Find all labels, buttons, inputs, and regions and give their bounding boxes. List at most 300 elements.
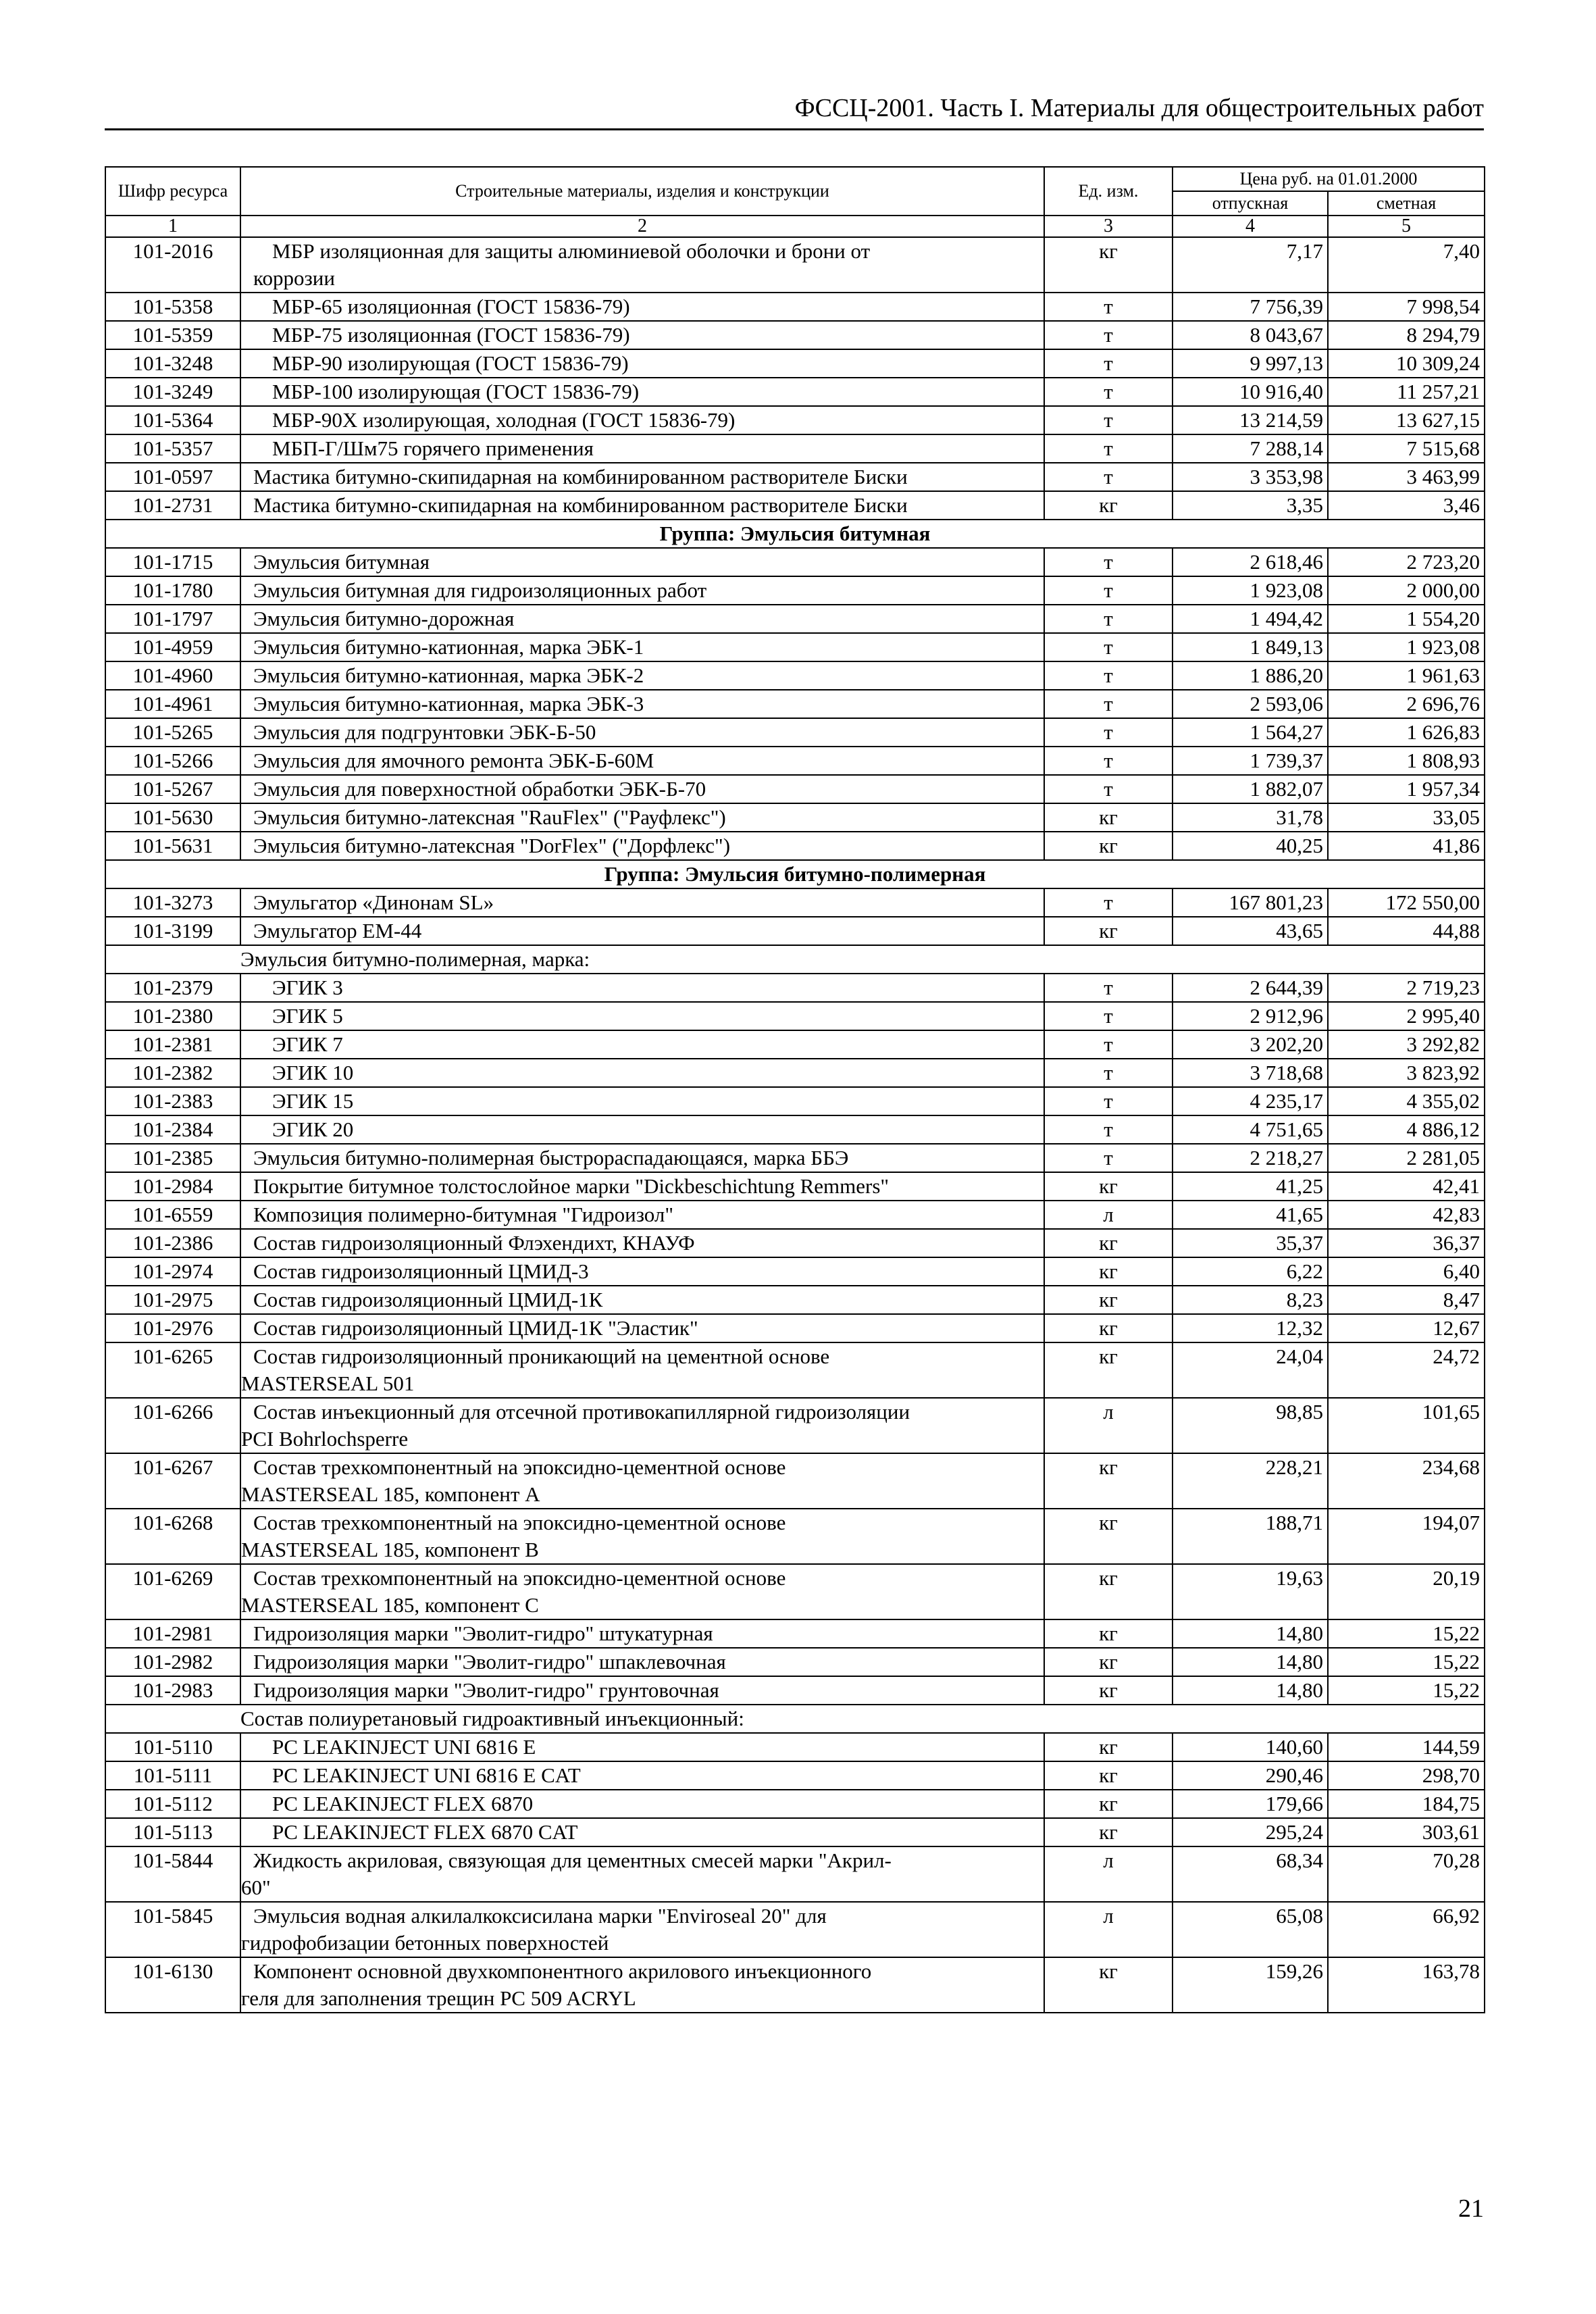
unit-of-measure: т	[1044, 690, 1173, 718]
subheading-title	[240, 945, 1485, 974]
unit-of-measure: т	[1044, 605, 1173, 633]
material-name-line: Мастика битумно-скипидарная на комбинированном растворителе Биски	[253, 493, 908, 517]
resource-code: 101-2383	[105, 1087, 240, 1115]
material-name-line: Эмульсия битумно-полимерная быстрораспадающаяся, марка ББЭ	[253, 1146, 849, 1169]
unit-of-measure: т	[1044, 548, 1173, 576]
resource-code: 101-5265	[105, 718, 240, 747]
resource-code: 101-6265	[105, 1342, 240, 1398]
table-row	[105, 1172, 1485, 1201]
wholesale-price: 24,04	[1173, 1342, 1328, 1398]
resource-code: 101-5111	[105, 1761, 240, 1790]
unit-of-measure: кг	[1044, 1818, 1173, 1846]
estimate-price: 303,61	[1328, 1818, 1485, 1846]
material-name	[240, 1846, 1044, 1902]
col-header-code: Шифр ресурса	[105, 167, 240, 216]
col-number-1: 1	[105, 216, 240, 237]
material-name-line: Состав гидроизоляционный ЦМИД-1К "Эластик"	[253, 1316, 698, 1340]
material-name	[240, 917, 1044, 945]
wholesale-price: 8 043,67	[1173, 321, 1328, 349]
wholesale-price: 14,80	[1173, 1648, 1328, 1676]
table-row	[105, 1902, 1485, 1957]
material-name-line: ЭГИК 5	[272, 1004, 343, 1028]
wholesale-price: 1 739,37	[1173, 747, 1328, 775]
unit-of-measure: т	[1044, 1115, 1173, 1144]
wholesale-price: 2 912,96	[1173, 1002, 1328, 1030]
wholesale-price: 4 751,65	[1173, 1115, 1328, 1144]
estimate-price: 234,68	[1328, 1453, 1485, 1509]
material-name-line: Эмульгатор ЕМ-44	[253, 919, 422, 942]
table-row	[105, 1144, 1485, 1172]
resource-code: 101-6268	[105, 1509, 240, 1564]
unit-of-measure: кг	[1044, 803, 1173, 832]
wholesale-price: 41,25	[1173, 1172, 1328, 1201]
wholesale-price: 14,80	[1173, 1676, 1328, 1705]
resource-code: 101-2731	[105, 491, 240, 520]
material-name	[240, 1342, 1044, 1398]
estimate-price: 7,40	[1328, 237, 1485, 293]
wholesale-price: 295,24	[1173, 1818, 1328, 1846]
material-name	[240, 1733, 1044, 1761]
material-name-line: Жидкость акриловая, связующая для цементных смесей марки "Акрил-	[253, 1848, 892, 1872]
table-row	[105, 1115, 1485, 1144]
table-row	[105, 406, 1485, 434]
estimate-price: 42,41	[1328, 1172, 1485, 1201]
material-name-continuation: MASTERSEAL 185, компонент В	[241, 1538, 539, 1561]
unit-of-measure: т	[1044, 406, 1173, 434]
material-name	[240, 803, 1044, 832]
estimate-price: 1 554,20	[1328, 605, 1485, 633]
unit-of-measure: т	[1044, 888, 1173, 917]
col-number-4: 4	[1173, 216, 1328, 237]
table-row	[105, 1790, 1485, 1818]
wholesale-price: 43,65	[1173, 917, 1328, 945]
estimate-price: 44,88	[1328, 917, 1485, 945]
material-name	[240, 832, 1044, 860]
table-row	[105, 747, 1485, 775]
subheading-text: Эмульсия битумно-полимерная, марка:	[240, 947, 590, 971]
table-row	[105, 1564, 1485, 1619]
table-row	[105, 576, 1485, 605]
wholesale-price: 41,65	[1173, 1201, 1328, 1229]
resource-code: 101-3199	[105, 917, 240, 945]
material-name	[240, 633, 1044, 661]
material-name-line: МБР-90 изолирующая (ГОСТ 15836-79)	[272, 351, 629, 375]
material-name	[240, 1286, 1044, 1314]
wholesale-price: 140,60	[1173, 1733, 1328, 1761]
estimate-price: 8,47	[1328, 1286, 1485, 1314]
unit-of-measure: кг	[1044, 1648, 1173, 1676]
wholesale-price: 7 756,39	[1173, 293, 1328, 321]
resource-code: 101-2981	[105, 1619, 240, 1648]
resource-code: 101-6130	[105, 1957, 240, 2013]
material-name	[240, 1398, 1044, 1453]
unit-of-measure: т	[1044, 1087, 1173, 1115]
resource-code: 101-2381	[105, 1030, 240, 1059]
material-name-continuation: PCI Bohrlochsperre	[241, 1427, 409, 1451]
material-name-line: Состав гидроизоляционный ЦМИД-1К	[253, 1288, 603, 1311]
material-name	[240, 661, 1044, 690]
resource-code: 101-0597	[105, 463, 240, 491]
estimate-price: 7 515,68	[1328, 434, 1485, 463]
unit-of-measure: кг	[1044, 832, 1173, 860]
group-header-row	[105, 520, 1485, 548]
unit-of-measure: т	[1044, 1059, 1173, 1087]
unit-of-measure: т	[1044, 1030, 1173, 1059]
resource-code: 101-5630	[105, 803, 240, 832]
table-row	[105, 888, 1485, 917]
material-name-line: Эмульсия битумная для гидроизоляционных работ	[253, 578, 707, 602]
table-row	[105, 1453, 1485, 1509]
resource-code: 101-5113	[105, 1818, 240, 1846]
material-name-line: Состав трехкомпонентный на эпоксидно-цементной основе	[253, 1511, 786, 1534]
table-row	[105, 775, 1485, 803]
material-name-line: Состав гидроизоляционный Флэхендихт, КНАУФ	[253, 1231, 695, 1255]
material-name	[240, 1564, 1044, 1619]
group-title: Группа: Эмульсия битумно-полимерная	[105, 860, 1485, 888]
material-name	[240, 463, 1044, 491]
wholesale-price: 6,22	[1173, 1257, 1328, 1286]
material-name	[240, 548, 1044, 576]
unit-of-measure: л	[1044, 1201, 1173, 1229]
material-name-line: МБР изоляционная для защиты алюминиевой оболочки и брони от	[272, 239, 871, 263]
estimate-price: 101,65	[1328, 1398, 1485, 1453]
table-row	[105, 690, 1485, 718]
material-name-line: Состав трехкомпонентный на эпоксидно-цементной основе	[253, 1455, 786, 1479]
wholesale-price: 7 288,14	[1173, 434, 1328, 463]
unit-of-measure: т	[1044, 321, 1173, 349]
table-row	[105, 1509, 1485, 1564]
material-name-line: Эмульсия битумно-катионная, марка ЭБК-2	[253, 663, 644, 687]
table-row	[105, 832, 1485, 860]
col-header-name: Строительные материалы, изделия и конструкции	[240, 167, 1044, 216]
table-row	[105, 803, 1485, 832]
resource-code: 101-5364	[105, 406, 240, 434]
unit-of-measure: т	[1044, 1002, 1173, 1030]
estimate-price: 1 961,63	[1328, 661, 1485, 690]
wholesale-price: 4 235,17	[1173, 1087, 1328, 1115]
table-row	[105, 1342, 1485, 1398]
wholesale-price: 3 202,20	[1173, 1030, 1328, 1059]
material-name	[240, 1002, 1044, 1030]
material-name-continuation: коррозии	[253, 266, 335, 290]
resource-code: 101-1715	[105, 548, 240, 576]
material-name	[240, 1257, 1044, 1286]
material-name-line: МБР-75 изоляционная (ГОСТ 15836-79)	[272, 323, 630, 347]
table-row	[105, 1229, 1485, 1257]
material-name	[240, 718, 1044, 747]
table-row	[105, 1087, 1485, 1115]
unit-of-measure: кг	[1044, 1342, 1173, 1398]
material-name-line: Эмульсия водная алкилалкоксисилана марки "Enviroseal 20" для	[253, 1904, 827, 1928]
table-row	[105, 321, 1485, 349]
material-name	[240, 974, 1044, 1002]
col-number-5: 5	[1328, 216, 1485, 237]
material-name-line: ЭГИК 3	[272, 976, 343, 999]
material-name	[240, 1648, 1044, 1676]
material-name-line: PC LEAKINJECT UNI 6816 E	[272, 1735, 536, 1759]
unit-of-measure: т	[1044, 1144, 1173, 1172]
unit-of-measure: кг	[1044, 1790, 1173, 1818]
resource-code: 101-2975	[105, 1286, 240, 1314]
material-name-line: Компонент основной двухкомпонентного акрилового инъекционного	[253, 1959, 872, 1983]
table-row	[105, 1201, 1485, 1229]
table-row	[105, 1314, 1485, 1342]
resource-code: 101-5357	[105, 434, 240, 463]
material-name-line: МБР-100 изолирующая (ГОСТ 15836-79)	[272, 380, 640, 403]
wholesale-price: 68,34	[1173, 1846, 1328, 1902]
group-title: Группа: Эмульсия битумная	[105, 520, 1485, 548]
material-name-continuation: 60"	[241, 1876, 271, 1899]
wholesale-price: 1 886,20	[1173, 661, 1328, 690]
material-name	[240, 321, 1044, 349]
estimate-price: 3 463,99	[1328, 463, 1485, 491]
material-name-line: Эмульсия битумно-латексная "DorFlex" ("Дорфлекс")	[253, 834, 731, 857]
table-row	[105, 1030, 1485, 1059]
resource-code: 101-1797	[105, 605, 240, 633]
wholesale-price: 1 882,07	[1173, 775, 1328, 803]
unit-of-measure: т	[1044, 293, 1173, 321]
unit-of-measure: кг	[1044, 1733, 1173, 1761]
material-name-line: МБП-Г/Шм75 горячего применения	[272, 436, 594, 460]
material-name-line: МБР-90Х изолирующая, холодная (ГОСТ 15836-79)	[272, 408, 736, 432]
resource-code: 101-2384	[105, 1115, 240, 1144]
estimate-price: 2 000,00	[1328, 576, 1485, 605]
wholesale-price: 290,46	[1173, 1761, 1328, 1790]
unit-of-measure: т	[1044, 775, 1173, 803]
resource-code: 101-2982	[105, 1648, 240, 1676]
material-name-line: Мастика битумно-скипидарная на комбинированном растворителе Биски	[253, 465, 908, 488]
wholesale-price: 3 718,68	[1173, 1059, 1328, 1087]
table-row	[105, 434, 1485, 463]
material-name	[240, 1509, 1044, 1564]
resource-code: 101-2016	[105, 237, 240, 293]
table-row	[105, 293, 1485, 321]
resource-code: 101-1780	[105, 576, 240, 605]
estimate-price: 184,75	[1328, 1790, 1485, 1818]
table-row	[105, 1648, 1485, 1676]
wholesale-price: 2 618,46	[1173, 548, 1328, 576]
material-name	[240, 1957, 1044, 2013]
subheading-spacer	[105, 1705, 240, 1733]
resource-code: 101-3249	[105, 378, 240, 406]
material-name	[240, 576, 1044, 605]
material-name	[240, 1087, 1044, 1115]
material-name	[240, 747, 1044, 775]
estimate-price: 298,70	[1328, 1761, 1485, 1790]
table-row	[105, 1619, 1485, 1648]
resource-code: 101-5631	[105, 832, 240, 860]
material-name	[240, 1818, 1044, 1846]
estimate-price: 2 723,20	[1328, 548, 1485, 576]
wholesale-price: 8,23	[1173, 1286, 1328, 1314]
wholesale-price: 1 494,42	[1173, 605, 1328, 633]
material-name	[240, 293, 1044, 321]
material-name-continuation: MASTERSEAL 501	[241, 1372, 415, 1395]
material-name-line: ЭГИК 10	[272, 1061, 354, 1084]
estimate-price: 12,67	[1328, 1314, 1485, 1342]
table-row	[105, 605, 1485, 633]
wholesale-price: 3,35	[1173, 491, 1328, 520]
estimate-price: 3,46	[1328, 491, 1485, 520]
material-name-line: Эмульсия для подгрунтовки ЭБК-Б-50	[253, 720, 596, 744]
estimate-price: 11 257,21	[1328, 378, 1485, 406]
price-table-header	[105, 167, 1485, 237]
material-name-line: Эмульсия битумно-катионная, марка ЭБК-3	[253, 692, 644, 715]
table-row	[105, 1059, 1485, 1087]
table-row	[105, 463, 1485, 491]
wholesale-price: 98,85	[1173, 1398, 1328, 1453]
material-name	[240, 434, 1044, 463]
wholesale-price: 167 801,23	[1173, 888, 1328, 917]
unit-of-measure: т	[1044, 718, 1173, 747]
price-table	[105, 166, 1485, 2013]
resource-code: 101-2386	[105, 1229, 240, 1257]
unit-of-measure: кг	[1044, 1257, 1173, 1286]
material-name-line: Состав гидроизоляционный проникающий на цементной основе	[253, 1344, 830, 1368]
estimate-price: 4 355,02	[1328, 1087, 1485, 1115]
wholesale-price: 2 218,27	[1173, 1144, 1328, 1172]
unit-of-measure: кг	[1044, 1957, 1173, 2013]
material-name-continuation: MASTERSEAL 185, компонент С	[241, 1593, 539, 1617]
material-name-line: PC LEAKINJECT UNI 6816 E CAT	[272, 1763, 581, 1787]
estimate-price: 194,07	[1328, 1509, 1485, 1564]
col-header-estimate: сметная	[1328, 191, 1485, 216]
table-row	[105, 1257, 1485, 1286]
estimate-price: 7 998,54	[1328, 293, 1485, 321]
resource-code: 101-2983	[105, 1676, 240, 1705]
material-name-line: Покрытие битумное толстослойное марки "Dickbeschichtung Remmers"	[253, 1174, 890, 1198]
table-row	[105, 378, 1485, 406]
subheading-row	[105, 945, 1485, 974]
resource-code: 101-5844	[105, 1846, 240, 1902]
unit-of-measure: л	[1044, 1398, 1173, 1453]
resource-code: 101-5110	[105, 1733, 240, 1761]
estimate-price: 144,59	[1328, 1733, 1485, 1761]
resource-code: 101-2976	[105, 1314, 240, 1342]
wholesale-price: 65,08	[1173, 1902, 1328, 1957]
material-name-line: Эмульсия битумная	[253, 550, 430, 574]
unit-of-measure: л	[1044, 1846, 1173, 1902]
unit-of-measure: кг	[1044, 1453, 1173, 1509]
material-name-line: PC LEAKINJECT FLEX 6870	[272, 1792, 534, 1815]
resource-code: 101-6266	[105, 1398, 240, 1453]
resource-code: 101-2382	[105, 1059, 240, 1087]
page-number: 21	[1458, 2194, 1484, 2223]
material-name-continuation: MASTERSEAL 185, компонент А	[241, 1482, 540, 1506]
material-name	[240, 1229, 1044, 1257]
resource-code: 101-5359	[105, 321, 240, 349]
material-name-line: ЭГИК 7	[272, 1032, 343, 1056]
estimate-price: 2 719,23	[1328, 974, 1485, 1002]
estimate-price: 2 281,05	[1328, 1144, 1485, 1172]
material-name	[240, 775, 1044, 803]
table-row	[105, 1818, 1485, 1846]
resource-code: 101-4961	[105, 690, 240, 718]
material-name-line: ЭГИК 20	[272, 1117, 354, 1141]
wholesale-price: 9 997,13	[1173, 349, 1328, 378]
material-name	[240, 237, 1044, 293]
table-row	[105, 548, 1485, 576]
resource-code: 101-2379	[105, 974, 240, 1002]
material-name	[240, 406, 1044, 434]
wholesale-price: 19,63	[1173, 1564, 1328, 1619]
table-row	[105, 349, 1485, 378]
unit-of-measure: кг	[1044, 1314, 1173, 1342]
unit-of-measure: кг	[1044, 1229, 1173, 1257]
resource-code: 101-5266	[105, 747, 240, 775]
wholesale-price: 40,25	[1173, 832, 1328, 860]
table-row	[105, 1957, 1485, 2013]
material-name	[240, 1059, 1044, 1087]
wholesale-price: 228,21	[1173, 1453, 1328, 1509]
resource-code: 101-4959	[105, 633, 240, 661]
unit-of-measure: т	[1044, 349, 1173, 378]
estimate-price: 15,22	[1328, 1676, 1485, 1705]
estimate-price: 2 995,40	[1328, 1002, 1485, 1030]
resource-code: 101-2984	[105, 1172, 240, 1201]
wholesale-price: 12,32	[1173, 1314, 1328, 1342]
unit-of-measure: кг	[1044, 1509, 1173, 1564]
table-row	[105, 237, 1485, 293]
material-name	[240, 1902, 1044, 1957]
table-row	[105, 974, 1485, 1002]
material-name	[240, 491, 1044, 520]
material-name-continuation: гидрофобизации бетонных поверхностей	[241, 1931, 609, 1955]
table-row	[105, 1846, 1485, 1902]
material-name-line: Гидроизоляция марки "Эволит-гидро" шпаклевочная	[253, 1650, 726, 1674]
subheading-text: Состав полиуретановый гидроактивный инъекционный:	[240, 1707, 744, 1730]
material-name-line: Состав трехкомпонентный на эпоксидно-цементной основе	[253, 1566, 786, 1590]
material-name-line: PC LEAKINJECT FLEX 6870 CAT	[272, 1820, 578, 1844]
material-name	[240, 1676, 1044, 1705]
estimate-price: 8 294,79	[1328, 321, 1485, 349]
estimate-price: 1 957,34	[1328, 775, 1485, 803]
estimate-price: 70,28	[1328, 1846, 1485, 1902]
unit-of-measure: т	[1044, 747, 1173, 775]
resource-code: 101-4960	[105, 661, 240, 690]
table-row	[105, 1398, 1485, 1453]
resource-code: 101-3273	[105, 888, 240, 917]
wholesale-price: 2 644,39	[1173, 974, 1328, 1002]
wholesale-price: 1 923,08	[1173, 576, 1328, 605]
resource-code: 101-3248	[105, 349, 240, 378]
wholesale-price: 13 214,59	[1173, 406, 1328, 434]
estimate-price: 4 886,12	[1328, 1115, 1485, 1144]
col-header-wholesale: отпускная	[1173, 191, 1328, 216]
col-number-3: 3	[1044, 216, 1173, 237]
table-row	[105, 661, 1485, 690]
material-name-line: Эмульгатор «Динонам SL»	[253, 890, 494, 914]
estimate-price: 36,37	[1328, 1229, 1485, 1257]
material-name-line: МБР-65 изоляционная (ГОСТ 15836-79)	[272, 295, 630, 318]
unit-of-measure: т	[1044, 661, 1173, 690]
material-name	[240, 1761, 1044, 1790]
resource-code: 101-6267	[105, 1453, 240, 1509]
table-row	[105, 1676, 1485, 1705]
material-name	[240, 1790, 1044, 1818]
unit-of-measure: т	[1044, 576, 1173, 605]
estimate-price: 3 823,92	[1328, 1059, 1485, 1087]
wholesale-price: 179,66	[1173, 1790, 1328, 1818]
material-name-line: Эмульсия битумно-дорожная	[253, 607, 515, 630]
estimate-price: 1 923,08	[1328, 633, 1485, 661]
col-number-2: 2	[240, 216, 1044, 237]
table-row	[105, 1286, 1485, 1314]
unit-of-measure: кг	[1044, 1564, 1173, 1619]
price-table-body	[105, 237, 1485, 2013]
unit-of-measure: т	[1044, 434, 1173, 463]
subheading-spacer	[105, 945, 240, 974]
